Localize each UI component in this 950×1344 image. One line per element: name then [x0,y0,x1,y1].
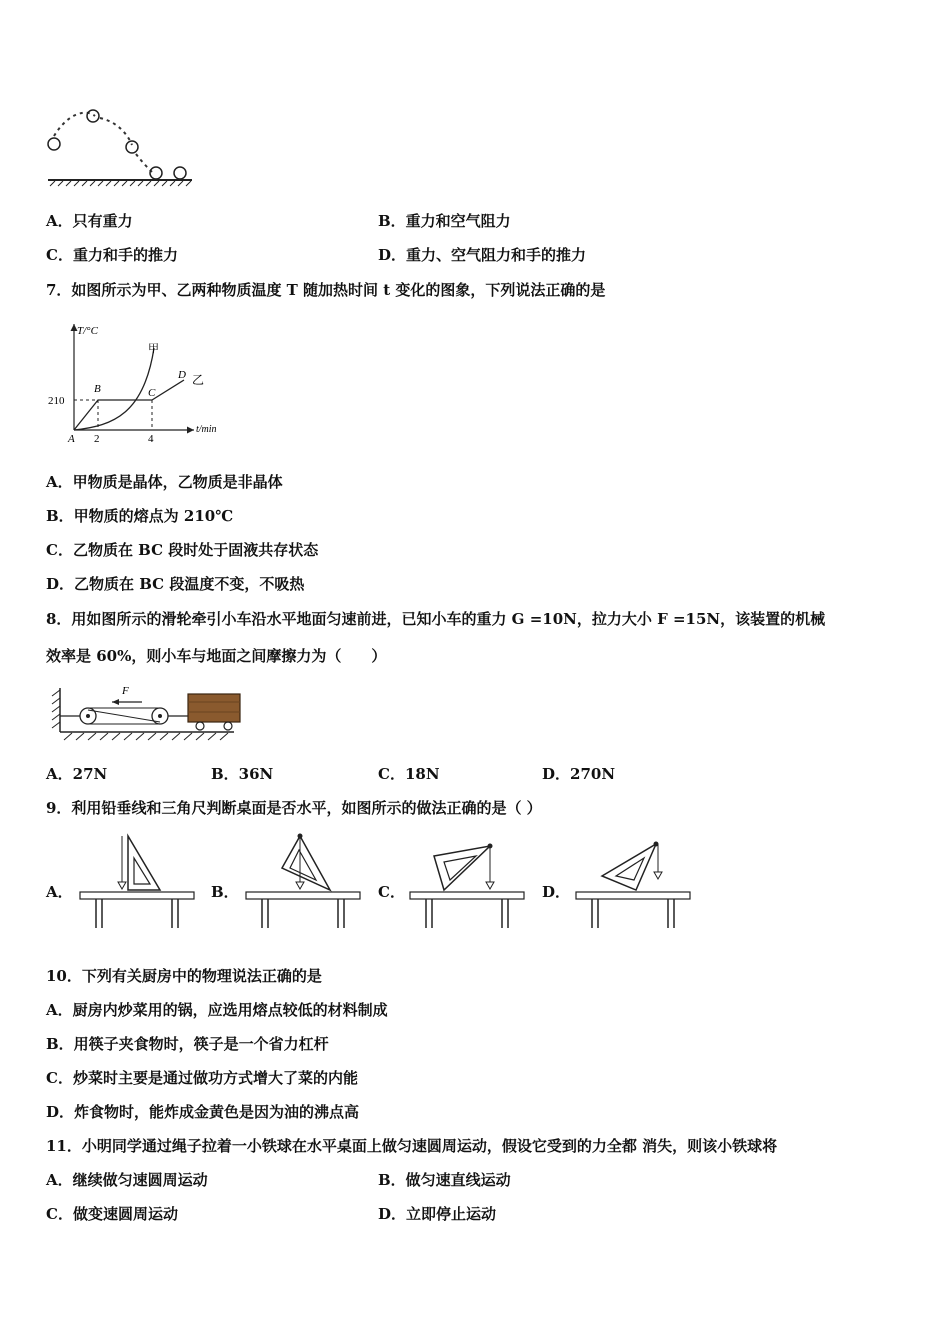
q6-option-b[interactable]: B．重力和空气阻力 [378,212,511,230]
q11-option-d[interactable]: D．立即停止运动 [378,1205,497,1223]
curve-jia-label: 甲 [148,343,159,355]
x-tick-4: 4 [148,433,154,445]
curve-yi-label: 乙 [192,373,205,387]
q6-option-a[interactable]: A．只有重力 [46,212,133,230]
q7-option-d[interactable]: D．乙物质在 BC 段温度不变，不吸热 [46,575,305,593]
point-d-label: D [178,369,186,381]
q9-option-a[interactable]: A． [46,883,73,901]
y-tick-210: 210 [48,395,65,407]
q6-option-d[interactable]: D．重力、空气阻力和手的推力 [378,246,587,264]
x-axis-label: t/min [196,424,217,435]
q9-option-d[interactable]: D． [542,883,571,901]
q8-option-a[interactable]: A．27N [46,765,108,783]
q11-option-a[interactable]: A．继续做匀速圆周运动 [46,1171,208,1189]
point-a-label: A [68,433,75,445]
q7-option-a[interactable]: A．甲物质是晶体，乙物质是非晶体 [46,473,283,491]
q8-stem-line1: 8．用如图所示的滑轮牵引小车沿水平地面匀速前进，已知小车的重力 G =10N，拉力大小 F =15N，该装置的机械 [46,610,826,628]
q9-stem: 9．利用铅垂线和三角尺判断桌面是否水平，如图所示的做法正确的是（ ） [46,799,542,817]
q8-option-d[interactable]: D．270N [542,765,616,783]
q11-stem: 11．小明同学通过绳子拉着一小铁球在水平桌面上做匀速圆周运动，假设它受到的力全都 消失，则该小铁球将 [46,1137,778,1155]
q9-option-b[interactable]: B． [211,883,239,901]
y-axis-label: T/°C [77,325,98,337]
q10-option-d[interactable]: D．炸食物时，能炸成金黄色是因为油的沸点高 [46,1103,360,1121]
q8-option-c[interactable]: C．18N [378,765,440,783]
q7-stem: 7．如图所示为甲、乙两种物质温度 T 随加热时间 t 变化的图象，下列说法正确的是 [46,281,606,299]
temperature-time-graph [44,318,234,452]
q11-option-b[interactable]: B．做匀速直线运动 [378,1171,511,1189]
q7-option-b[interactable]: B．甲物质的熔点为 210℃ [46,507,234,525]
q9-figure-b [242,832,364,932]
x-tick-2: 2 [94,433,100,445]
q11-option-c[interactable]: C．做变速圆周运动 [46,1205,178,1223]
q6-option-c[interactable]: C．重力和手的推力 [46,246,178,264]
q9-figure-d [572,832,694,932]
pulley-cart-figure [42,680,242,746]
ball-trajectory-figure [40,100,200,190]
point-b-label: B [94,383,101,395]
q8-stem-line2: 效率是 60%，则小车与地面之间摩擦力为（ ） [46,647,387,665]
q10-stem: 10．下列有关厨房中的物理说法正确的是 [46,967,322,985]
point-c-label: C [148,387,156,399]
q9-figure-a [76,832,198,932]
q10-option-b[interactable]: B．用筷子夹食物时，筷子是一个省力杠杆 [46,1035,329,1053]
q10-option-c[interactable]: C．炒菜时主要是通过做功方式增大了菜的内能 [46,1069,358,1087]
q7-option-c[interactable]: C．乙物质在 BC 段时处于固液共存状态 [46,541,319,559]
q10-option-a[interactable]: A．厨房内炒菜用的锅，应选用熔点较低的材料制成 [46,1001,388,1019]
force-label: F [122,685,129,697]
q9-option-c[interactable]: C． [378,883,405,901]
q9-figure-c [406,832,528,932]
q8-option-b[interactable]: B．36N [211,765,274,783]
